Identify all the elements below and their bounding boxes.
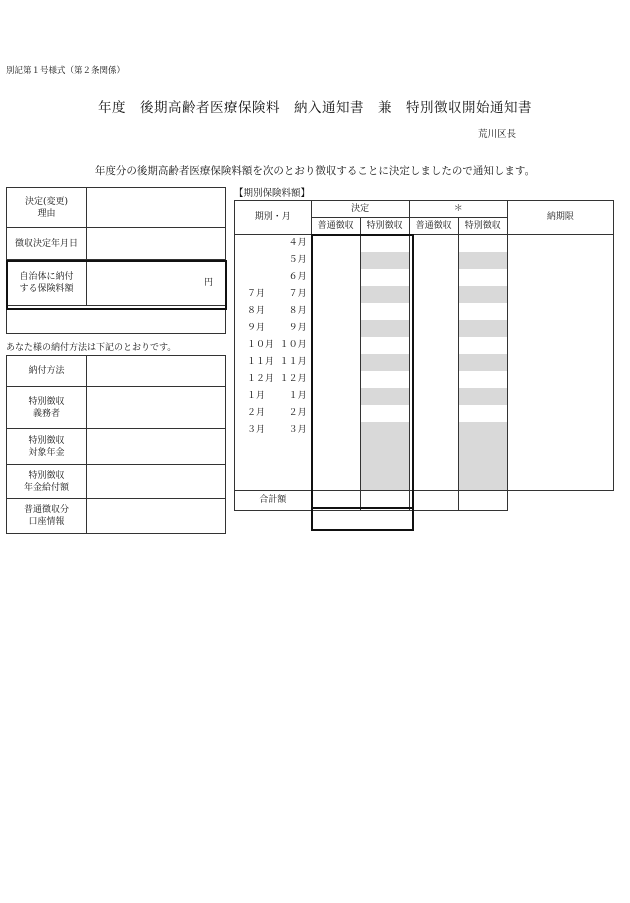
period-month-cell [235,405,312,422]
total-asterisk-special [458,491,507,511]
schedule-row [235,286,614,303]
decision-normal-cell [311,320,360,337]
asterisk-normal-cell [409,422,458,439]
decision-special-cell [360,252,409,269]
decision-normal-header: 普通徴収 [311,218,360,235]
decision-special-cell [360,337,409,354]
installment-schedule-table [234,200,614,511]
decision-reason-value [87,188,226,228]
month-label: ２月 [288,408,307,418]
premium-amount-highlight [6,260,227,310]
payment-method-label: 納付方法 [7,356,87,387]
period-label: １２月 [247,374,275,384]
period-month-cell [235,422,312,439]
asterisk-normal-cell [409,269,458,286]
month-label: ８月 [288,306,307,316]
issuer-name: 荒川区長 [478,129,517,140]
period-month-cell [235,371,312,388]
asterisk-special-cell [458,269,507,286]
decision-normal-cell [311,473,360,491]
asterisk-normal-cell [409,337,458,354]
collection-date-value [87,228,226,260]
decision-special-cell [360,320,409,337]
asterisk-normal-cell [409,473,458,491]
asterisk-special-cell [458,405,507,422]
period-month-cell [235,354,312,371]
total-label: 合計額 [235,491,312,511]
premium-amount-label: 自治体に納付 する保険料額 [7,260,87,306]
schedule-row [235,422,614,439]
decision-special-cell [360,405,409,422]
decision-normal-cell [311,439,360,456]
schedule-row [235,439,614,456]
month-label: １月 [288,391,307,401]
decision-special-header: 特別徴収 [360,218,409,235]
decision-header: 決定 [311,201,409,218]
period-label: ９月 [247,323,266,333]
asterisk-normal-cell [409,388,458,405]
due-date-cell [507,337,613,354]
schedule-row [235,388,614,405]
total-decision-normal [311,491,360,511]
due-date-cell [507,303,613,320]
collection-date-label: 徴収決定年月日 [7,228,87,260]
schedule-row [235,405,614,422]
due-date-cell [507,320,613,337]
decision-normal-cell [311,252,360,269]
due-date-cell [507,354,613,371]
schedule-row [235,320,614,337]
asterisk-special-cell [458,320,507,337]
due-date-cell [507,473,613,491]
month-label: １１月 [279,357,307,367]
month-label: ３月 [288,425,307,435]
due-date-cell [507,286,613,303]
special-pension-label: 特別徴収 対象年金 [7,429,87,465]
decision-normal-cell [311,371,360,388]
period-month-cell [235,235,312,253]
decision-reason-label: 決定(変更) 理由 [7,188,87,228]
period-month-header: 期別・月 [235,201,312,235]
decision-normal-cell [311,235,360,253]
asterisk-normal-cell [409,439,458,456]
period-label: １月 [247,391,266,401]
decision-normal-cell [311,456,360,473]
asterisk-normal-cell [409,371,458,388]
due-date-cell [507,252,613,269]
payment-method-value [87,356,226,387]
asterisk-special-cell [458,371,507,388]
decision-normal-cell [311,405,360,422]
decision-normal-cell [311,269,360,286]
asterisk-normal-cell [409,320,458,337]
schedule-section-title: 【期別保険料額】 [234,188,311,199]
schedule-rows [235,235,614,491]
asterisk-special-header: 特別徴収 [458,218,507,235]
decision-special-cell [360,371,409,388]
period-label: ８月 [247,306,266,316]
period-month-cell [235,269,312,286]
decision-normal-cell [311,422,360,439]
month-label: ６月 [288,272,307,282]
special-obligor-value [87,387,226,429]
period-label: １１月 [247,357,275,367]
period-month-cell [235,252,312,269]
schedule-row [235,473,614,491]
asterisk-header: ＊ [409,201,507,218]
asterisk-special-cell [458,422,507,439]
period-month-cell [235,456,312,473]
period-label: １０月 [247,340,275,350]
month-label: ７月 [288,289,307,299]
due-date-cell [507,439,613,456]
decision-special-cell [360,303,409,320]
schedule-row [235,337,614,354]
period-month-cell [235,303,312,320]
asterisk-normal-header: 普通徴収 [409,218,458,235]
due-date-cell [507,388,613,405]
period-month-cell [235,439,312,456]
period-month-cell [235,388,312,405]
decision-normal-cell [311,303,360,320]
schedule-row [235,456,614,473]
asterisk-normal-cell [409,303,458,320]
asterisk-special-cell [458,286,507,303]
month-label: ９月 [288,323,307,333]
period-label: ２月 [247,408,266,418]
document-title: 年度 後期高齢者医療保険料 納入通知書 兼 特別徴収開始通知書 [98,100,532,116]
decision-special-cell [360,439,409,456]
due-date-cell [507,269,613,286]
asterisk-special-cell [458,354,507,371]
asterisk-special-cell [458,337,507,354]
asterisk-normal-cell [409,456,458,473]
period-label: ７月 [247,289,266,299]
account-info-label: 普通徴収分 口座情報 [7,499,87,534]
asterisk-normal-cell [409,235,458,253]
decision-special-cell [360,456,409,473]
asterisk-special-cell [458,388,507,405]
asterisk-special-cell [458,456,507,473]
due-date-cell [507,235,613,253]
asterisk-normal-cell [409,286,458,303]
pension-amount-value [87,465,226,499]
decision-normal-cell [311,286,360,303]
asterisk-normal-cell [409,354,458,371]
schedule-row [235,371,614,388]
decision-normal-cell [311,388,360,405]
decision-normal-cell [311,354,360,371]
due-date-cell [507,456,613,473]
special-obligor-label: 特別徴収 義務者 [7,387,87,429]
special-pension-value [87,429,226,465]
schedule-row [235,303,614,320]
asterisk-special-cell [458,303,507,320]
asterisk-special-cell [458,439,507,456]
period-month-cell [235,473,312,491]
month-label: １０月 [279,340,307,350]
period-month-cell [235,320,312,337]
total-asterisk-normal [409,491,458,511]
asterisk-normal-cell [409,252,458,269]
asterisk-special-cell [458,473,507,491]
asterisk-special-cell [458,252,507,269]
asterisk-special-cell [458,235,507,253]
decision-special-cell [360,286,409,303]
payment-method-note: あなた様の納付方法は下記のとおりです。 [6,343,177,353]
decision-special-cell [360,473,409,491]
form-header-note: 別記第１号様式（第２条関係） [6,66,126,76]
period-month-cell [235,286,312,303]
asterisk-normal-cell [409,405,458,422]
month-label: ５月 [288,255,307,265]
payment-method-table [6,355,226,534]
intro-text: 年度分の後期高齢者医療保険料額を次のとおり徴収することに決定しましたので通知します。 [94,165,536,177]
total-decision-special [360,491,409,511]
schedule-row [235,252,614,269]
total-blank [507,491,613,511]
decision-special-cell [360,422,409,439]
decision-normal-cell [311,337,360,354]
decision-special-cell [360,388,409,405]
month-label: １２月 [279,374,307,384]
schedule-row [235,354,614,371]
decision-special-cell [360,354,409,371]
month-label: ４月 [288,238,307,248]
due-date-cell [507,422,613,439]
due-date-cell [507,371,613,388]
due-date-header: 納期限 [507,201,613,235]
schedule-row [235,235,614,253]
premium-amount-value: 円 [87,260,226,306]
account-info-value [87,499,226,534]
period-label: ３月 [247,425,266,435]
pension-amount-label: 特別徴収 年金給付額 [7,465,87,499]
decision-special-cell [360,235,409,253]
decision-special-cell [360,269,409,286]
due-date-cell [507,405,613,422]
period-month-cell [235,337,312,354]
schedule-row [235,269,614,286]
